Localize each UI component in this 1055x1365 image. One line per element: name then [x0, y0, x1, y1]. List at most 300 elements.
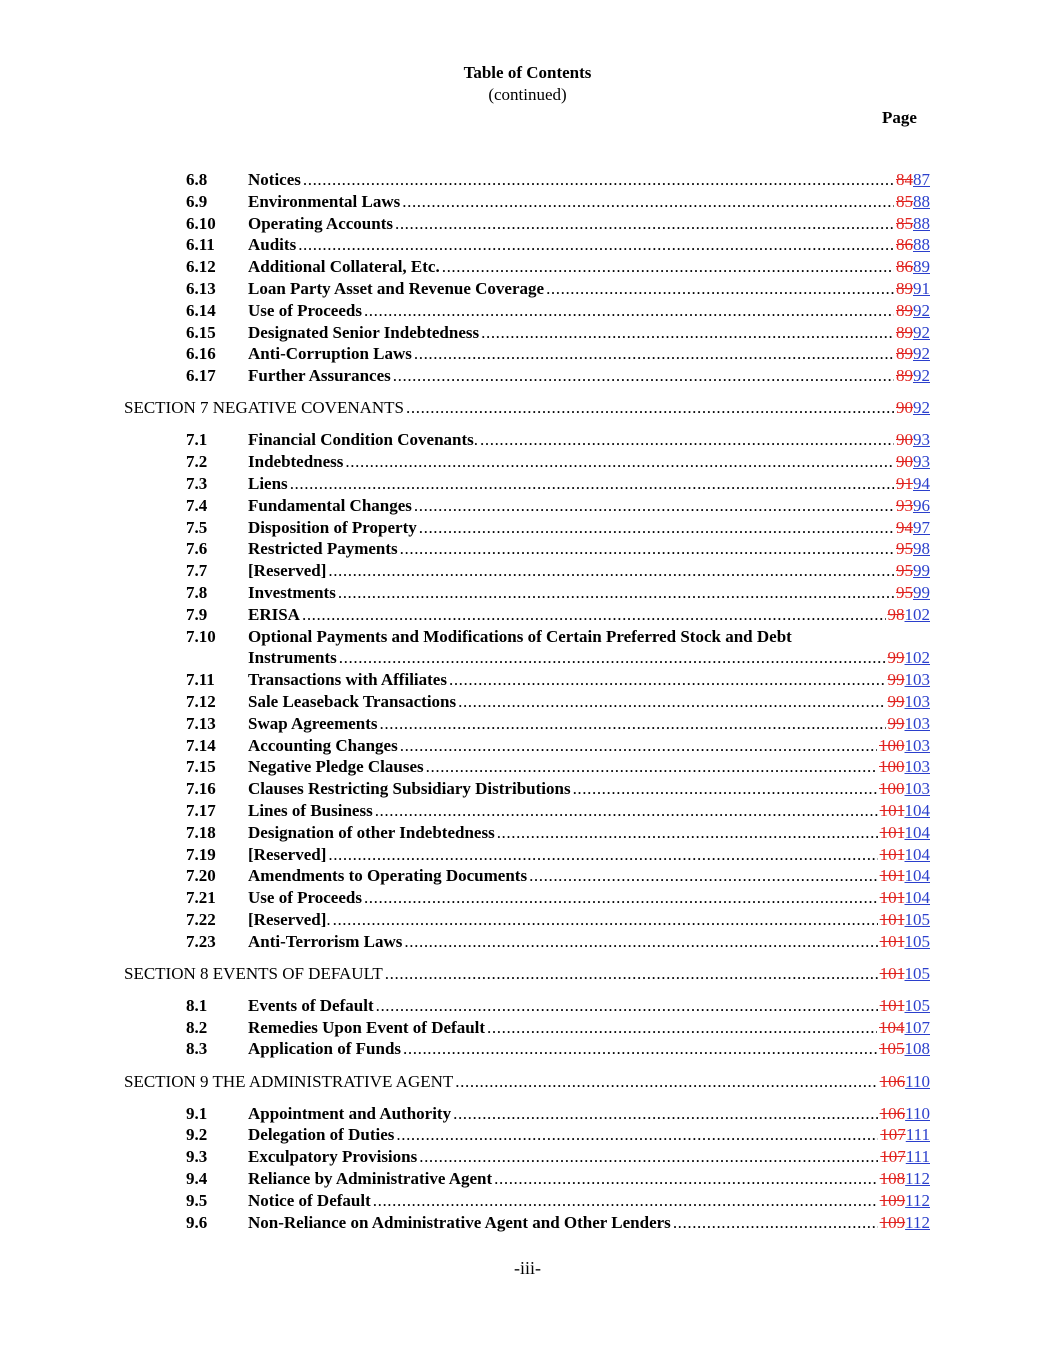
page-ref: [877, 778, 930, 800]
inserted-page-link[interactable]: 104: [904, 844, 930, 864]
toc-entry[interactable]: [0, 495, 1055, 517]
page-ref: [894, 322, 930, 344]
title-text: SECTION 8 EVENTS OF DEFAULT: [124, 963, 383, 983]
inserted-page-link[interactable]: 89: [913, 257, 930, 277]
inserted-page-link[interactable]: 92: [913, 300, 930, 320]
toc-entry-number: 9.5: [186, 1190, 208, 1210]
toc-entry-number: 6.16: [186, 344, 216, 364]
toc-entry[interactable]: [0, 844, 1055, 866]
deleted-page-number: 90: [896, 430, 913, 450]
page-ref: [894, 191, 930, 213]
inserted-page-link[interactable]: 105: [904, 995, 930, 1015]
toc-section-heading[interactable]: [0, 397, 1055, 419]
toc-entry-title: [248, 538, 400, 560]
deleted-page-number: 101: [879, 800, 905, 820]
toc-entry-number: 7.14: [186, 735, 216, 755]
toc-entry[interactable]: [0, 560, 1055, 582]
dot-leader: [345, 451, 894, 473]
toc-entry-title: [248, 735, 400, 757]
title-text: Use of Proceeds: [248, 888, 362, 908]
toc-entry[interactable]: [0, 256, 1055, 278]
title-text: Liens: [248, 473, 288, 493]
inserted-page-link[interactable]: 102: [904, 604, 930, 624]
inserted-page-link[interactable]: 94: [913, 473, 930, 493]
page-ref: [894, 451, 930, 473]
toc-entry-leader: [248, 713, 930, 735]
dot-leader: [414, 343, 894, 365]
toc-entry-leader: [248, 234, 930, 256]
page-ref: [878, 909, 930, 931]
title-text: Appointment and Authority: [248, 1103, 452, 1123]
inserted-page-link[interactable]: 87: [913, 170, 930, 189]
toc-entry-number: 7.7: [186, 561, 208, 581]
toc-entry-number: 6.8: [186, 170, 208, 189]
page-ref: [878, 822, 930, 844]
toc-entry-number: 7.17: [186, 800, 216, 820]
toc-entry[interactable]: [0, 669, 1055, 691]
page-ref: [894, 169, 930, 191]
deleted-page-number: 101: [879, 931, 905, 951]
deleted-page-number: 99: [887, 691, 905, 711]
toc-entry-title: [248, 844, 328, 866]
toc-entry-title: [248, 800, 375, 822]
toc-entry-number: 8.1: [186, 995, 208, 1015]
page-ref: [878, 931, 930, 953]
dot-leader: [400, 538, 894, 560]
deleted-page-number: 89: [896, 322, 913, 342]
toc-entry-title: [248, 1212, 673, 1234]
dot-leader: [529, 865, 878, 887]
toc-entry-number: 7.20: [186, 866, 216, 886]
toc-entry-title: [248, 887, 364, 909]
toc-entry-title: [248, 1017, 487, 1039]
inserted-page-link[interactable]: 103: [904, 735, 930, 755]
dot-leader: [338, 582, 894, 604]
page-ref: [894, 495, 930, 517]
dot-leader: [419, 517, 894, 539]
toc-entry[interactable]: [0, 582, 1055, 604]
inserted-page-link[interactable]: 105: [904, 909, 930, 929]
section-title: [124, 1071, 455, 1093]
toc-entry-number: 7.12: [186, 691, 216, 711]
page-ref: [894, 473, 930, 495]
page-ref: [894, 234, 930, 256]
toc-entry-number: 6.13: [186, 278, 216, 298]
toc-entry-number: 7.19: [186, 844, 216, 864]
toc-entry-title: [248, 191, 402, 213]
dot-leader: [364, 300, 894, 322]
title-text: Notice of Default: [248, 1190, 371, 1210]
page-ref: [886, 713, 931, 735]
toc-entry-leader: [248, 778, 930, 800]
toc-entry-title: [248, 343, 414, 365]
title-suffix: .: [326, 909, 331, 929]
toc-entry-title: [248, 822, 497, 844]
title-text: Instruments: [248, 648, 337, 668]
inserted-page-link[interactable]: 103: [904, 779, 930, 799]
toc-entry[interactable]: [0, 538, 1055, 560]
toc-entry-number: 9.6: [186, 1212, 208, 1232]
inserted-page-link[interactable]: 98: [913, 539, 930, 559]
toc-entry[interactable]: [0, 517, 1055, 539]
toc-entry-leader: [248, 822, 930, 844]
toc-entry-title: [248, 300, 364, 322]
inserted-page-link[interactable]: 112: [905, 1169, 930, 1189]
dot-leader: [402, 191, 894, 213]
dot-leader: [546, 278, 894, 300]
toc-subtitle: (continued): [488, 85, 567, 104]
dot-leader: [480, 429, 894, 451]
dot-leader: [339, 647, 886, 669]
toc-entry-title: [248, 213, 395, 235]
toc-entry-number: 7.21: [186, 888, 216, 908]
deleted-page-number: 107: [880, 1147, 906, 1167]
dot-leader: [302, 604, 886, 626]
title-text: Disposition of Property: [248, 517, 417, 537]
dot-leader: [375, 800, 878, 822]
toc-entry-number: 7.16: [186, 779, 216, 799]
title-text: Accounting Changes: [248, 735, 398, 755]
title-text: Additional Collateral, Etc.: [248, 257, 440, 277]
inserted-page-link[interactable]: 92: [913, 398, 930, 418]
toc-entry-number: 7.4: [186, 495, 208, 515]
toc-entry-title: [248, 322, 481, 344]
toc-entry-leader: [248, 735, 930, 757]
dot-leader: [455, 1071, 877, 1093]
deleted-page-number: 100: [879, 757, 905, 777]
toc-entry[interactable]: [0, 234, 1055, 256]
toc-entry-title: [248, 756, 426, 778]
page-ref: [894, 560, 930, 582]
page-ref: [878, 963, 930, 985]
toc-entry-title: [248, 517, 419, 539]
toc-entry-leader: [248, 800, 930, 822]
page-ref: [878, 1124, 930, 1146]
inserted-page-link[interactable]: 105: [904, 963, 930, 983]
toc-entry-leader: [248, 995, 930, 1017]
toc-entry-title: [248, 451, 345, 473]
section-title: [124, 963, 385, 985]
toc-entry[interactable]: [0, 169, 1055, 191]
inserted-page-link[interactable]: 104: [904, 866, 930, 886]
deleted-page-number: 101: [879, 888, 905, 908]
toc-entry[interactable]: [0, 1212, 1055, 1234]
page-ref: [886, 647, 931, 669]
toc-entry[interactable]: [0, 909, 1055, 931]
deleted-page-number: 109: [879, 1212, 906, 1232]
toc-entry[interactable]: [0, 429, 1055, 451]
title-text: Remedies Upon Event of Default: [248, 1017, 486, 1037]
toc-entry[interactable]: [0, 451, 1055, 473]
dot-leader: [328, 844, 877, 866]
title-text: [Reserved]: [248, 844, 327, 864]
inserted-page-link[interactable]: 112: [905, 1212, 930, 1232]
toc-entry-number: 8.2: [186, 1017, 208, 1037]
dot-leader: [673, 1212, 878, 1234]
inserted-page-link[interactable]: 103: [904, 670, 930, 690]
deleted-page-number: 109: [879, 1190, 906, 1210]
title-text: Amendments to Operating Documents: [248, 866, 528, 886]
toc-entry[interactable]: [0, 865, 1055, 887]
deleted-page-number: 99: [887, 648, 905, 668]
dot-leader: [298, 234, 894, 256]
toc-title: Table of Contents: [463, 63, 592, 82]
toc-entry[interactable]: [0, 1146, 1055, 1168]
deleted-page-number: 89: [896, 366, 913, 386]
page-ref: [878, 1071, 930, 1093]
toc-entry-number: 8.3: [186, 1039, 208, 1059]
title-text: Financial Condition Covenants: [248, 430, 474, 450]
dot-leader: [494, 1168, 877, 1190]
toc-entry-number: 6.14: [186, 300, 216, 320]
toc-entry[interactable]: [0, 713, 1055, 735]
deleted-page-number: 99: [887, 670, 905, 690]
page-ref: [886, 604, 931, 626]
inserted-page-link[interactable]: 103: [904, 757, 930, 777]
toc-entry-leader: [248, 1190, 930, 1212]
toc-entry[interactable]: [0, 343, 1055, 365]
page-ref: [878, 1212, 930, 1234]
title-text: Swap Agreements: [248, 713, 378, 733]
dot-leader: [573, 778, 877, 800]
toc-entry-leader: [248, 647, 930, 669]
inserted-page-link[interactable]: 88: [913, 235, 930, 255]
inserted-page-link[interactable]: 92: [913, 344, 930, 364]
toc-entry[interactable]: [0, 778, 1055, 800]
page-ref: [894, 256, 930, 278]
title-text: Application of Funds: [248, 1039, 402, 1059]
toc-entry-leader: [248, 582, 930, 604]
deleted-page-number: 93: [896, 495, 913, 515]
page-ref: [877, 735, 930, 757]
title-text: Environmental Laws: [248, 191, 401, 211]
toc-section-heading[interactable]: [0, 963, 1055, 985]
toc-entry-title-line1: Optional Payments and Modifications of Certain Preferred Stock and Debt: [248, 626, 792, 646]
page-ref: [886, 669, 931, 691]
dot-leader: [333, 909, 878, 931]
title-text: Events of Default: [248, 995, 374, 1015]
inserted-page-link[interactable]: 96: [913, 495, 930, 515]
title-text: SECTION 7 NEGATIVE COVENANTS: [124, 398, 405, 418]
page-ref: [877, 1017, 930, 1039]
toc-entry-number: 6.12: [186, 257, 216, 277]
toc-entry-number: 9.4: [186, 1169, 208, 1189]
deleted-page-number: 85: [896, 213, 913, 233]
dot-leader: [442, 256, 894, 278]
toc-entry[interactable]: [0, 322, 1055, 344]
inserted-page-link[interactable]: 103: [904, 713, 930, 733]
page-ref: [878, 844, 930, 866]
toc-entry[interactable]: [0, 691, 1055, 713]
inserted-page-link[interactable]: 110: [905, 1103, 930, 1123]
toc-entry-title: [248, 582, 338, 604]
title-text: Delegation of Duties: [248, 1125, 395, 1145]
deleted-page-number: 101: [879, 866, 905, 886]
inserted-page-link[interactable]: 104: [904, 822, 930, 842]
toc-entry[interactable]: [0, 278, 1055, 300]
deleted-page-number: 98: [887, 604, 905, 624]
inserted-page-link[interactable]: 102: [904, 648, 930, 668]
toc-entry-leader: [248, 322, 930, 344]
dot-leader: [487, 1017, 877, 1039]
inserted-page-link[interactable]: 99: [913, 561, 930, 581]
title-text: Further Assurances: [248, 366, 391, 386]
deleted-page-number: 90: [896, 398, 913, 418]
toc-entry-leader: [248, 300, 930, 322]
toc-entry-title: [248, 778, 573, 800]
title-text: Restricted Payments: [248, 539, 398, 559]
page-ref: [878, 1146, 930, 1168]
inserted-page-link[interactable]: 104: [904, 800, 930, 820]
toc-entry[interactable]: [0, 887, 1055, 909]
toc-entry-leader: [248, 1124, 930, 1146]
inserted-page-link[interactable]: 107: [904, 1017, 930, 1037]
title-text: Clauses Restricting Subsidiary Distributions: [248, 779, 571, 799]
toc-entry-number: 7.22: [186, 909, 216, 929]
dot-leader: [396, 1124, 878, 1146]
toc-entry-leader: [248, 169, 930, 191]
inserted-page-link[interactable]: 93: [913, 430, 930, 450]
toc-entry-number: 7.23: [186, 931, 216, 951]
toc-entry[interactable]: [0, 1124, 1055, 1146]
deleted-page-number: 91: [896, 473, 913, 493]
inserted-page-link[interactable]: 91: [913, 278, 930, 298]
inserted-page-link[interactable]: 104: [904, 888, 930, 908]
inserted-page-link[interactable]: 110: [905, 1071, 930, 1091]
dot-leader: [419, 1146, 878, 1168]
toc-entry[interactable]: [0, 300, 1055, 322]
toc-entry-title: [248, 931, 404, 953]
deleted-page-number: 84: [896, 170, 913, 189]
toc-entry-number: 7.6: [186, 539, 208, 559]
toc-entry-title: [248, 604, 302, 626]
toc-entry-leader: [124, 1071, 930, 1093]
toc-entry-leader: [248, 473, 930, 495]
dot-leader: [376, 995, 878, 1017]
toc-entry[interactable]: [0, 1038, 1055, 1060]
page-ref: [894, 517, 930, 539]
toc-entry-leader: [248, 604, 930, 626]
toc-entry[interactable]: [0, 1017, 1055, 1039]
toc-entry[interactable]: [0, 822, 1055, 844]
toc-entry-leader: [248, 191, 930, 213]
inserted-page-link[interactable]: 93: [913, 452, 930, 472]
dot-leader: [481, 322, 894, 344]
toc-entry-leader: [248, 931, 930, 953]
toc-entry[interactable]: [0, 1190, 1055, 1212]
title-text: [Reserved]: [248, 909, 327, 929]
toc-entry-leader: [248, 756, 930, 778]
inserted-page-link[interactable]: 105: [904, 931, 930, 951]
toc-entry[interactable]: [0, 1168, 1055, 1190]
inserted-page-link[interactable]: 92: [913, 322, 930, 342]
toc-list: [0, 169, 1055, 1233]
toc-entry-number: 7.5: [186, 517, 208, 537]
toc-entry-leader: [248, 669, 930, 691]
inserted-page-link[interactable]: 103: [904, 691, 930, 711]
toc-entry-number: 6.11: [186, 235, 215, 255]
toc-entry-title: [248, 1168, 494, 1190]
dot-leader: [303, 169, 894, 191]
toc-entry-leader: [248, 865, 930, 887]
page-ref: [894, 538, 930, 560]
toc-entry-title: [248, 691, 458, 713]
inserted-page-link[interactable]: 88: [913, 191, 930, 211]
title-text: Designated Senior Indebtedness: [248, 322, 480, 342]
toc-entry-number: 9.2: [186, 1125, 208, 1145]
title-text: Transactions with Affiliates: [248, 670, 447, 690]
toc-entry[interactable]: [0, 931, 1055, 953]
inserted-page-link[interactable]: 97: [913, 517, 930, 537]
toc-entry-leader: [248, 365, 930, 387]
toc-entry-number: 6.10: [186, 213, 216, 233]
toc-entry-leader: [248, 429, 930, 451]
title-text: SECTION 9 THE ADMINISTRATIVE AGENT: [124, 1071, 454, 1091]
deleted-page-number: 99: [887, 713, 905, 733]
toc-entry-number: 9.3: [186, 1147, 208, 1167]
section-title: [124, 397, 406, 419]
page-ref: [894, 582, 930, 604]
toc-entry[interactable]: [0, 365, 1055, 387]
toc-entry-leader: [248, 278, 930, 300]
toc-entry-leader: [248, 844, 930, 866]
title-text: Negative Pledge Clauses: [248, 757, 424, 777]
toc-entry[interactable]: [0, 604, 1055, 626]
inserted-page-link[interactable]: 88: [913, 213, 930, 233]
inserted-page-link[interactable]: 111: [905, 1125, 930, 1145]
deleted-page-number: 95: [896, 539, 913, 559]
toc-entry[interactable]: [0, 800, 1055, 822]
toc-entry[interactable]: [0, 473, 1055, 495]
toc-entry-number: 6.15: [186, 322, 216, 342]
toc-entry[interactable]: [0, 1103, 1055, 1125]
toc-entry-title: [248, 234, 298, 256]
toc-entry-title: [248, 1103, 453, 1125]
page-ref: [894, 429, 930, 451]
toc-entry-leader: [248, 1146, 930, 1168]
page-footer-number: -iii-: [514, 1258, 541, 1278]
deleted-page-number: 89: [896, 278, 913, 298]
toc-entry[interactable]: [0, 756, 1055, 778]
dot-leader: [497, 822, 878, 844]
page-ref: [894, 365, 930, 387]
toc-entry-leader: [124, 963, 930, 985]
toc-entry[interactable]: [0, 995, 1055, 1017]
title-text: Reliance by Administrative Agent: [248, 1169, 493, 1189]
toc-entry[interactable]: [0, 647, 1055, 669]
inserted-page-link[interactable]: 99: [913, 582, 930, 602]
inserted-page-link[interactable]: 112: [905, 1190, 930, 1210]
page-ref: [894, 300, 930, 322]
page-ref: [878, 865, 930, 887]
page-ref: [878, 1168, 930, 1190]
title-text: Lines of Business: [248, 800, 373, 820]
inserted-page-link[interactable]: 111: [905, 1147, 930, 1167]
dot-leader: [449, 669, 886, 691]
page-ref: [878, 1190, 930, 1212]
toc-entry-number: 6.17: [186, 366, 216, 386]
inserted-page-link[interactable]: 108: [904, 1039, 930, 1059]
toc-entry[interactable]: [0, 735, 1055, 757]
toc-section-heading[interactable]: [0, 1071, 1055, 1093]
toc-entry[interactable]: [0, 213, 1055, 235]
title-text: [Reserved]: [248, 561, 327, 581]
page-ref: [886, 691, 931, 713]
deleted-page-number: 104: [879, 1017, 905, 1037]
inserted-page-link[interactable]: 92: [913, 366, 930, 386]
toc-entry[interactable]: [0, 191, 1055, 213]
title-suffix: .: [473, 430, 479, 450]
